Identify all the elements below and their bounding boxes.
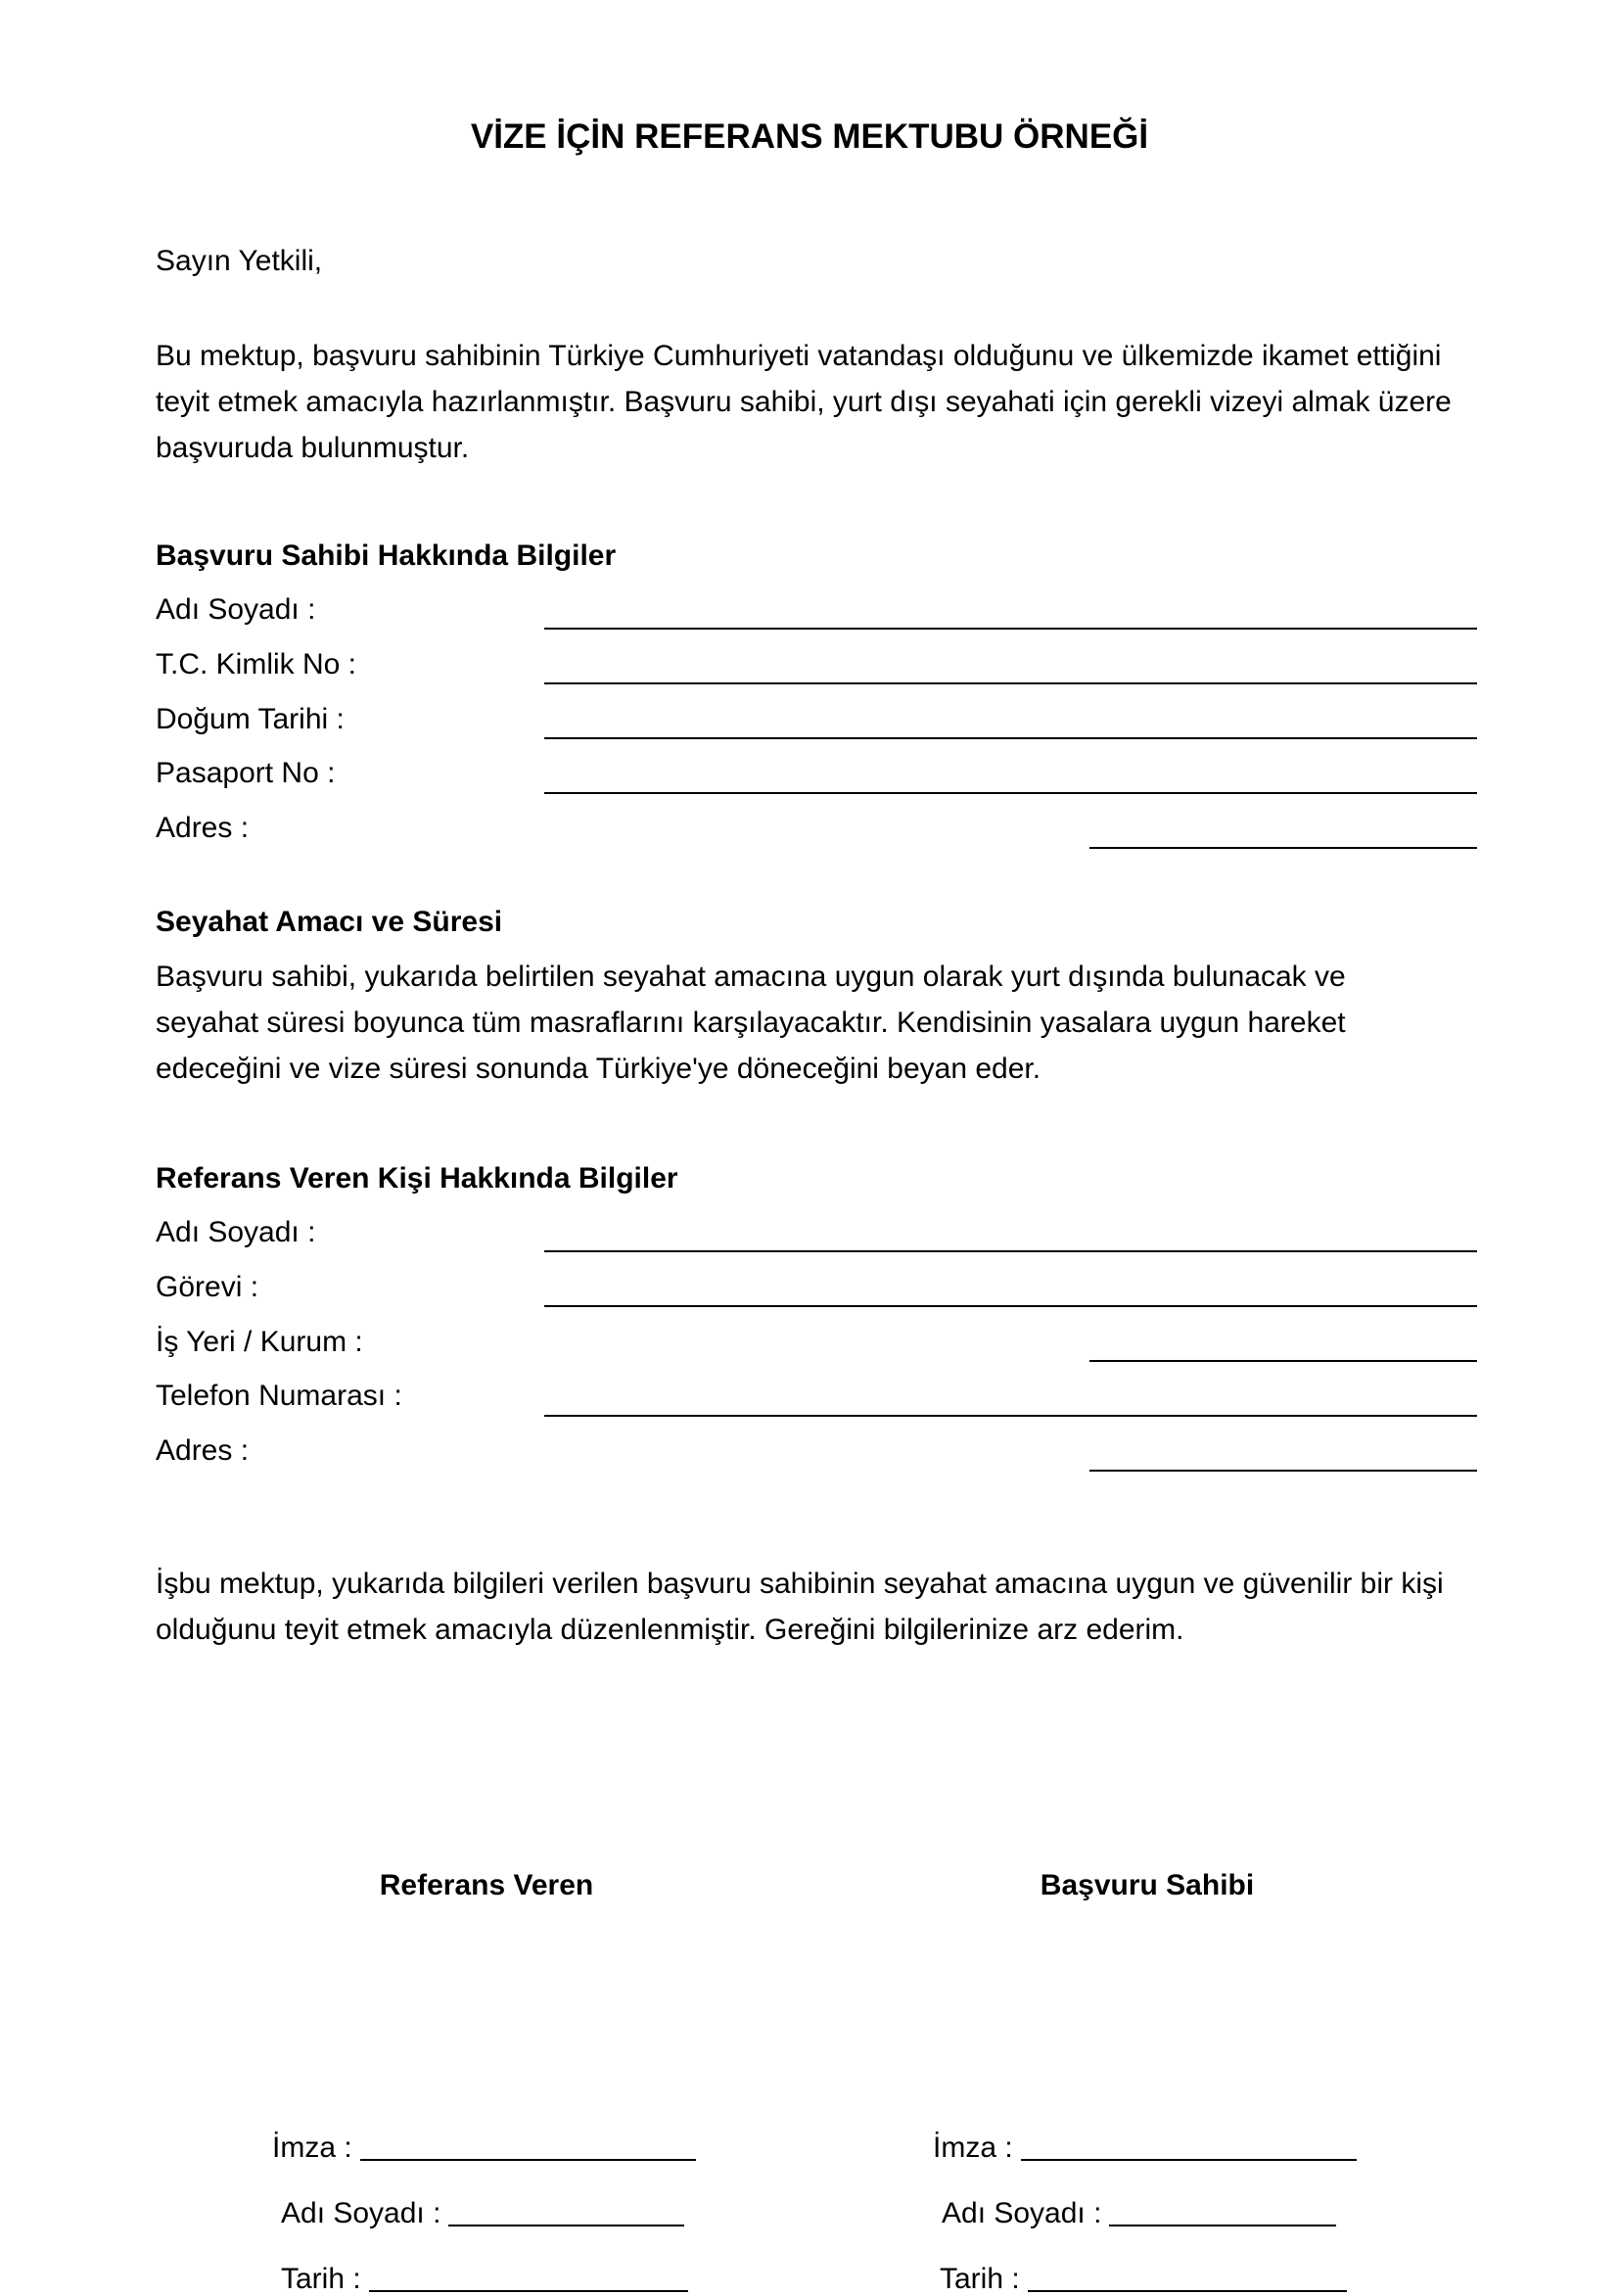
referee-signature-line[interactable]	[360, 2159, 696, 2161]
referee-position-label: Görevi :	[156, 1271, 259, 1303]
referee-name-label: Adı Soyadı :	[156, 1216, 316, 1248]
referee-workplace-line[interactable]	[1089, 1360, 1477, 1362]
referee-sig-name-label: Adı Soyadı :	[281, 2197, 441, 2229]
applicant-sig-name-label: Adı Soyadı :	[942, 2197, 1102, 2229]
intro-paragraph: Bu mektup, başvuru sahibinin Türkiye Cumhuriyeti vatandaşı olduğunu ve ülkemizde ikamet ettiğini teyit etmek amacıyla hazırlanmıştır. Başvuru sahibi, yurt dışı seyahati için gerekli vizeyi almak üzere başvuruda bulunmuştur.	[156, 340, 1452, 464]
applicant-signature-row	[933, 2132, 1357, 2165]
salutation: Sayın Yetkili,	[156, 245, 323, 277]
referee-workplace-label: İş Yeri / Kurum :	[156, 1326, 363, 1358]
referee-phone-line[interactable]	[544, 1415, 1477, 1417]
referee-phone-label: Telefon Numarası :	[156, 1380, 402, 1412]
applicant-signature-label: İmza :	[933, 2132, 1013, 2164]
applicant-address-line[interactable]	[1089, 847, 1477, 849]
applicant-passport-label: Pasaport No :	[156, 757, 336, 789]
applicant-date-label: Tarih :	[940, 2263, 1020, 2295]
applicant-id-label: T.C. Kimlik No :	[156, 648, 357, 680]
referee-date-label: Tarih :	[281, 2263, 361, 2295]
referee-position-line[interactable]	[544, 1305, 1477, 1307]
referee-section-heading: Referans Veren Kişi Hakkında Bilgiler	[156, 1162, 678, 1195]
referee-signature-label: İmza :	[272, 2132, 352, 2164]
applicant-date-row	[940, 2263, 1347, 2296]
referee-sig-name-line[interactable]	[448, 2225, 684, 2226]
applicant-name-line[interactable]	[544, 628, 1477, 630]
referee-sig-name-row	[281, 2197, 684, 2230]
applicant-birthdate-label: Doğum Tarihi :	[156, 703, 345, 735]
document-title: VİZE İÇİN REFERANS MEKTUBU ÖRNEĞİ	[470, 117, 1149, 156]
applicant-address-label: Adres :	[156, 812, 250, 844]
applicant-passport-line[interactable]	[544, 792, 1477, 794]
applicant-date-line[interactable]	[1028, 2290, 1347, 2292]
referee-signature-heading: Referans Veren	[379, 1869, 594, 1901]
referee-address-line[interactable]	[1089, 1470, 1477, 1472]
travel-paragraph: Başvuru sahibi, yukarıda belirtilen seyahat amacına uygun olarak yurt dışında bulunacak ve seyahat süresi boyunca tüm masraflarını karşılayacaktır. Kendisinin yasalara uygun hareket edeceğini ve vize süresi sonunda Türkiye'ye döneceğini beyan eder.	[156, 961, 1346, 1085]
applicant-sig-name-line[interactable]	[1109, 2225, 1336, 2226]
applicant-section-heading: Başvuru Sahibi Hakkında Bilgiler	[156, 539, 617, 572]
referee-date-line[interactable]	[369, 2290, 688, 2292]
applicant-birthdate-line[interactable]	[544, 737, 1477, 739]
applicant-sig-name-row	[942, 2197, 1336, 2230]
applicant-id-line[interactable]	[544, 682, 1477, 684]
referee-address-label: Adres :	[156, 1434, 250, 1467]
referee-name-line[interactable]	[544, 1250, 1477, 1252]
travel-section-heading: Seyahat Amacı ve Süresi	[156, 906, 503, 938]
closing-paragraph: İşbu mektup, yukarıda bilgileri verilen başvuru sahibinin seyahat amacına uygun ve güvenilir bir kişi olduğunu teyit etmek amacıyla düzenlenmiştir. Gereğini bilgilerinize arz ederim.	[156, 1568, 1444, 1646]
applicant-signature-heading: Başvuru Sahibi	[1040, 1869, 1255, 1901]
referee-date-row	[281, 2263, 688, 2296]
applicant-name-label: Adı Soyadı :	[156, 593, 316, 626]
referee-signature-row	[272, 2132, 696, 2165]
applicant-signature-line[interactable]	[1021, 2159, 1357, 2161]
